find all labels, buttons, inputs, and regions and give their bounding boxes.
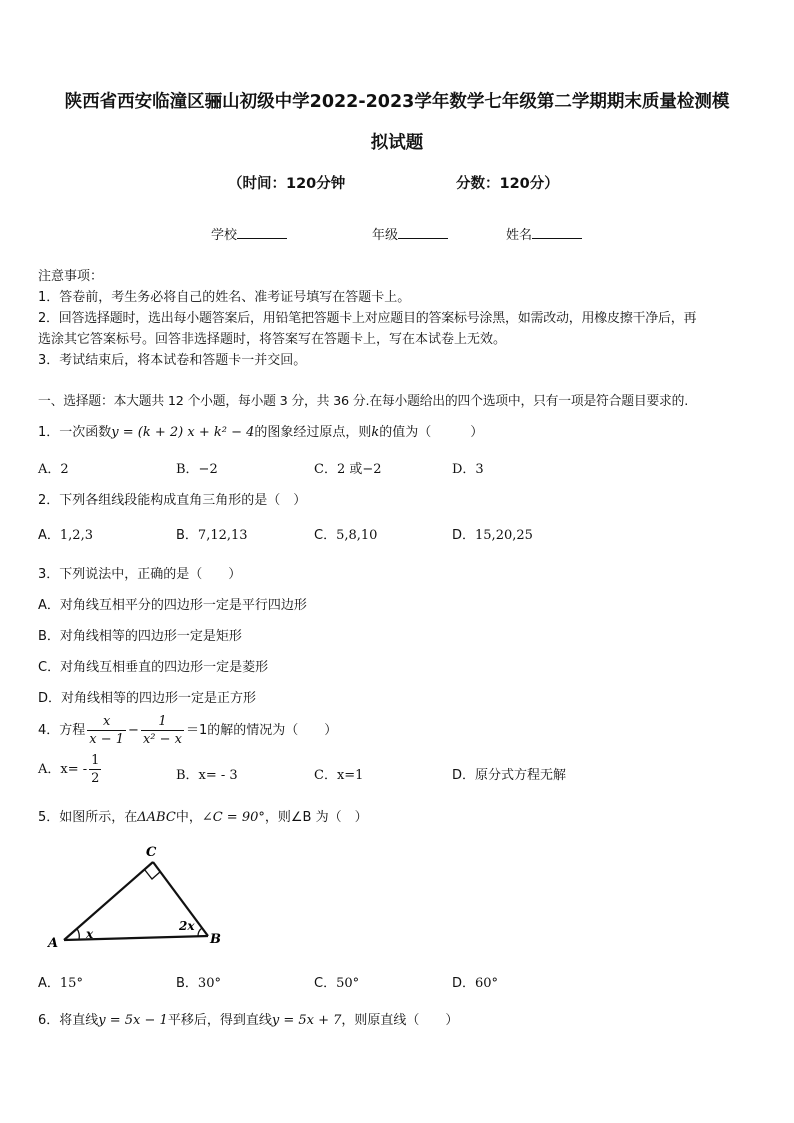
q5-c-value: 50° [336,976,360,991]
q5-d-value: 60° [475,976,499,991]
q2-a-value: 1,2,3 [59,528,93,543]
q4-option-c: C．x=1 [314,768,364,783]
q1-option-b: B．−2 [176,462,218,477]
q6-mid: 平移后，得到直线 [167,1013,272,1028]
exam-score: 分数：120分） [456,176,559,192]
angle-x-label: x [86,927,94,941]
q2-b-value: 7,12,13 [197,528,248,543]
q5-option-a [38,972,83,991]
q6-prefix: 6．将直线 [38,1013,99,1028]
question-4 [38,713,337,748]
q2-b-label: B． [176,528,198,543]
q4-option-a [38,752,103,787]
q5-prefix: 5．如图所示，在 [38,810,138,825]
q5-d-label: D． [452,976,476,991]
q6-line-2: y = 5x + 7 [271,1013,342,1028]
q4-option-d: D．原分式方程无解 [452,768,567,783]
grade-label: 年级 [372,228,399,243]
q3-option-c: C．对角线互相垂直的四边形一定是菱形 [38,660,269,675]
q5-c-label: C． [314,976,337,991]
q6-suffix: ，则原直线（ ） [341,1013,459,1028]
q5-a-value: 15° [59,976,83,991]
school-blank [237,226,287,239]
q5-option-c [314,972,359,991]
q2-c-value: 5,8,10 [336,528,378,543]
note-1: 1．答卷前，考生务必将自己的姓名、准考证号填写在答题卡上。 [38,290,411,305]
q5-a-label: A． [38,976,60,991]
name-blank [532,226,582,239]
q3-option-d: D．对角线相等的四边形一定是正方形 [38,691,257,706]
school-label: 学校 [211,228,238,243]
q2-d-label: D． [452,528,476,543]
question-1 [38,421,483,440]
note-3: 3．考试结束后，将本试卷和答题卡一并交回。 [38,353,307,368]
q2-a-label: A． [38,528,60,543]
q5-b-label: B． [176,976,198,991]
q6-line-1: y = 5x − 1 [98,1013,168,1028]
question-2: 2．下列各组线段能构成直角三角形的是（ ） [38,493,307,508]
q5-mid: 中， [175,810,202,825]
name-field [506,224,582,243]
page-title: 陕西省西安临潼区骊山初级中学2022-2023学年数学七年级第二学期期末质量检测模 [64,92,730,112]
vertex-a-label: A [48,936,59,951]
side-ac [64,862,153,940]
q5-angle: ∠C = 90° [201,810,265,825]
q1-prefix: 1．一次函数 [38,425,112,440]
name-label: 姓名 [506,228,533,243]
q3-option-b: B．对角线相等的四边形一定是矩形 [38,629,242,644]
q4-prefix: 4．方程 [38,723,86,738]
q4-a-numerator: 1 [91,753,100,768]
q4-f2-denominator: x² − x [142,732,182,747]
q1-var: k [371,425,380,440]
grade-field [372,224,448,243]
school-field [211,224,287,243]
question-3: 3．下列说法中，正确的是（ ） [38,567,242,582]
q4-equals: ＝1 [186,723,208,738]
q4-a-label: A．x= - [38,762,88,777]
exam-time: （时间：120分钟 [228,176,346,192]
q4-fraction-2 [141,713,184,748]
q1-text-end: 的值为（ ） [379,425,484,440]
note-2a: 2．回答选择题时，选出每小题答案后，用铅笔把答题卡上对应题目的答案标号涂黑，如需改动，用橡皮擦干净后，再 [38,311,697,326]
q2-option-b [176,524,248,543]
q2-option-a [38,524,93,543]
section-heading: 一、选择题：本大题共 12 个小题，每小题 3 分，共 36 分.在每小题给出的四个选项中，只有一项是符合题目要求的. [38,394,689,409]
angle-a-arc [77,929,79,940]
angle-b-arc [198,928,202,936]
page-title-line2: 拟试题 [370,133,424,153]
vertex-b-label: B [210,932,221,947]
q4-suffix: 的解的情况为（ ） [207,723,338,738]
q4-f1-denominator: x − 1 [89,732,125,747]
angle-2x-label: 2x [179,919,195,933]
q4-f2-numerator: 1 [141,713,184,731]
q5-option-d [452,972,498,991]
vertex-c-label: C [146,845,157,860]
q2-d-value: 15,20,25 [475,528,533,543]
q4-a-denominator: 2 [91,771,100,786]
q1-option-c: C．2 或−2 [314,462,382,477]
note-2b: 选涂其它答案标号。回答非选择题时，将答案写在答题卡上，写在本试卷上无效。 [38,332,507,347]
question-5 [38,806,368,825]
notes-heading: 注意事项： [38,269,104,284]
q5-b-value: 30° [197,976,221,991]
q4-f1-numerator: x [87,713,126,731]
grade-blank [398,226,448,239]
question-6 [38,1009,458,1028]
triangle-figure [40,838,240,953]
q1-text: 的图象经过原点，则 [254,425,372,440]
q4-a-fraction [89,752,101,787]
q4-fraction-1 [87,713,126,748]
q3-option-a: A．对角线互相平分的四边形一定是平行四边形 [38,598,307,613]
q1-option-d: D．3 [452,462,484,477]
q4-minus: − [128,723,139,738]
q2-option-c [314,524,377,543]
right-angle-mark [145,870,161,880]
q5-triangle: ΔABC [137,810,176,825]
q2-c-label: C． [314,528,337,543]
q1-option-a: A．2 [38,462,69,477]
q5-suffix: ，则∠B 为（ ） [264,810,368,825]
q1-expression: y = (k + 2) x + k² − 4 [111,425,255,440]
q2-option-d [452,524,533,543]
q5-option-b [176,972,221,991]
q4-option-b: B．x= - 3 [176,768,238,783]
